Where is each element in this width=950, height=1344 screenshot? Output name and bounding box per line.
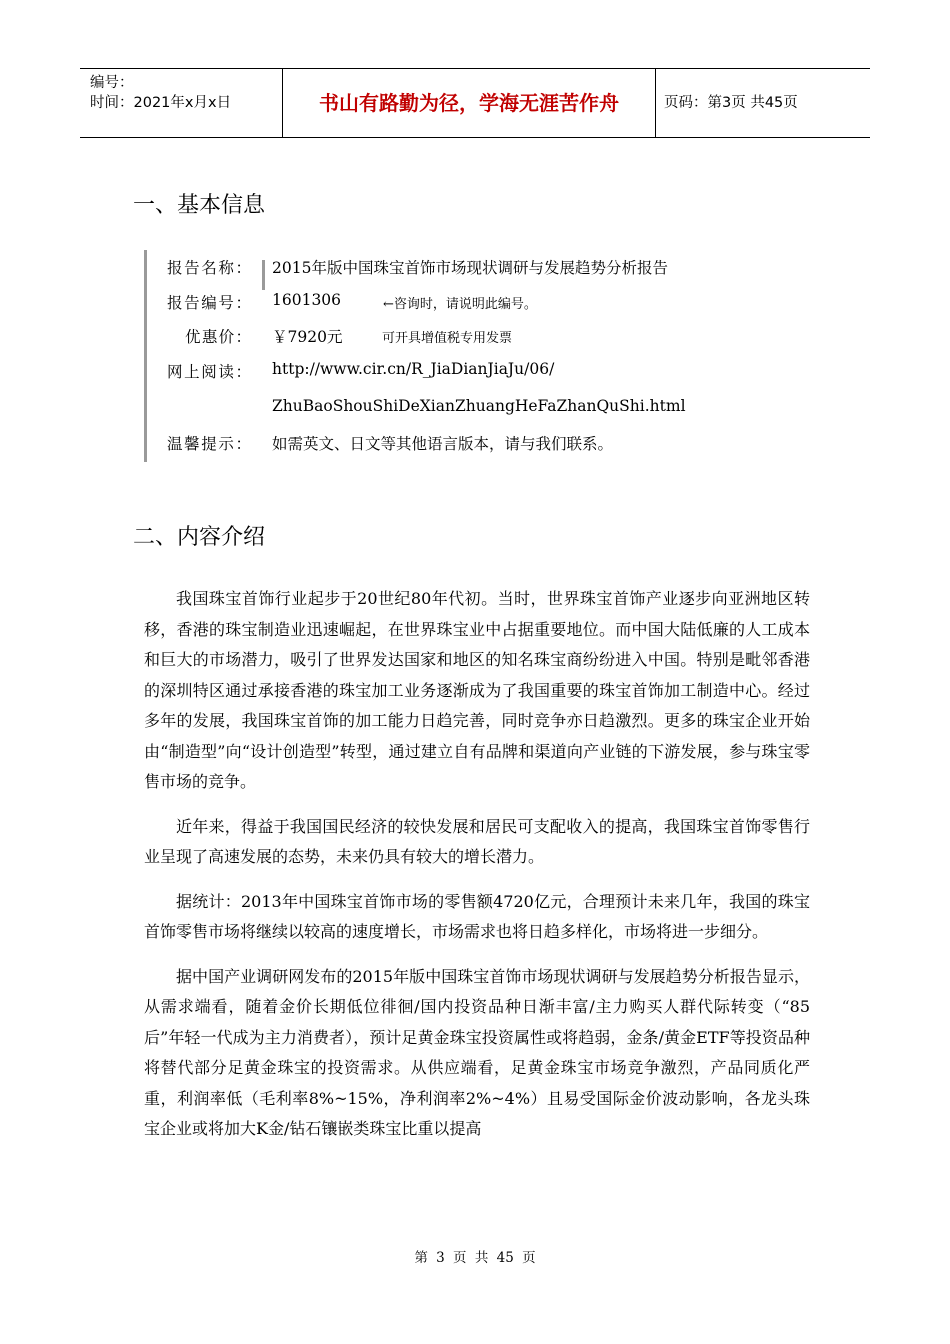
info-row-url-cont: [147, 397, 847, 431]
paragraph: 据中国产业调研网发布的2015年版中国珠宝首饰市场现状调研与发展趋势分析报告显示，从需求端看，随着金价长期低位徘徊/国内投资品种日渐丰富/主力购买人群代际转变（“85后”年轻一代成为主力消费者），预计足黄金珠宝投资属性或将趋弱，金条/黄金ETF等投资品种将替代部分足黄金珠宝的投资需求。从供应端看，足黄金珠宝市场竞争激烈，产品同质化严重，利润率低（毛利率8%~15%，净利润率2%~4%）且易受国际金价波动影响，各龙头珠宝企业或将加大K金/钻石镶嵌类珠宝比重以提高: [144, 966, 810, 1138]
header-meta: [80, 69, 282, 137]
number-label: 编号：: [90, 75, 134, 91]
online-label: 网上阅读：: [167, 363, 251, 381]
info-row-tip: [147, 432, 847, 466]
url-line-1[interactable]: http://www.cir.cn/R_JiaDianJiaJu/06/: [272, 360, 555, 378]
price-note: 可开具增值税专用发票: [382, 331, 513, 346]
content-body: [144, 584, 810, 1159]
paragraph: 近年来，得益于我国国民经济的较快发展和居民可支配收入的提高，我国珠宝首饰零售行业呈现了高速发展的态势，未来仍具有较大的增长潜力。: [144, 816, 810, 866]
tip-value: 如需英文、日文等其他语言版本，请与我们联系。: [272, 435, 614, 453]
page-footer: 第 3 页 共 45 页: [414, 1250, 536, 1266]
info-row-report-name: [147, 256, 847, 290]
info-row-price: [147, 325, 847, 359]
url-line-2[interactable]: ZhuBaoShouShiDeXianZhuangHeFaZhanQuShi.html: [272, 397, 686, 415]
cursor-marker: [262, 260, 265, 290]
report-name-value: 2015年版中国珠宝首饰市场现状调研与发展趋势分析报告: [272, 259, 668, 277]
price-label: 优惠价：: [185, 328, 251, 346]
header-table: [80, 68, 870, 138]
time-label: 时间：2021年x月x日: [90, 95, 232, 111]
report-no-value: 1601306: [272, 291, 342, 309]
tip-label: 温馨提示：: [167, 435, 251, 453]
header-page-info: 页码：第3页 共45页: [664, 95, 798, 111]
header-motto: 书山有路勤为径，学海无涯苦作舟: [282, 69, 656, 137]
basic-info-block: [144, 250, 847, 462]
price-value: ￥7920元: [272, 328, 343, 346]
paragraph: 据统计：2013年中国珠宝首饰市场的零售额4720亿元，合理预计未来几年，我国的珠宝首饰零售市场将继续以较高的速度增长，市场需求也将日趋多样化，市场将进一步细分。: [144, 891, 810, 941]
info-row-online: [147, 360, 847, 394]
report-name-label: 报告名称：: [167, 259, 251, 277]
report-no-note: ←咨询时，请说明此编号。: [383, 297, 537, 312]
section-title-basic-info: 一、基本信息: [133, 193, 266, 218]
report-no-label: 报告编号：: [167, 294, 251, 312]
info-row-report-no: [147, 291, 847, 325]
paragraph: 我国珠宝首饰行业起步于20世纪80年代初。当时，世界珠宝首饰产业逐步向亚洲地区转移，香港的珠宝制造业迅速崛起，在世界珠宝业中占据重要地位。而中国大陆低廉的人工成本和巨大的市场潜力，吸引了世界发达国家和地区的知名珠宝商纷纷进入中国。特别是毗邻香港的深圳特区通过承接香港的珠宝加工业务逐渐成为了我国重要的珠宝首饰加工制造中心。经过多年的发展，我国珠宝首饰的加工能力日趋完善，同时竞争亦日趋激烈。更多的珠宝企业开始由“制造型”向“设计创造型”转型，通过建立自有品牌和渠道向产业链的下游发展，参与珠宝零售市场的竞争。: [144, 589, 810, 791]
section-title-content: 二、内容介绍: [133, 525, 266, 550]
